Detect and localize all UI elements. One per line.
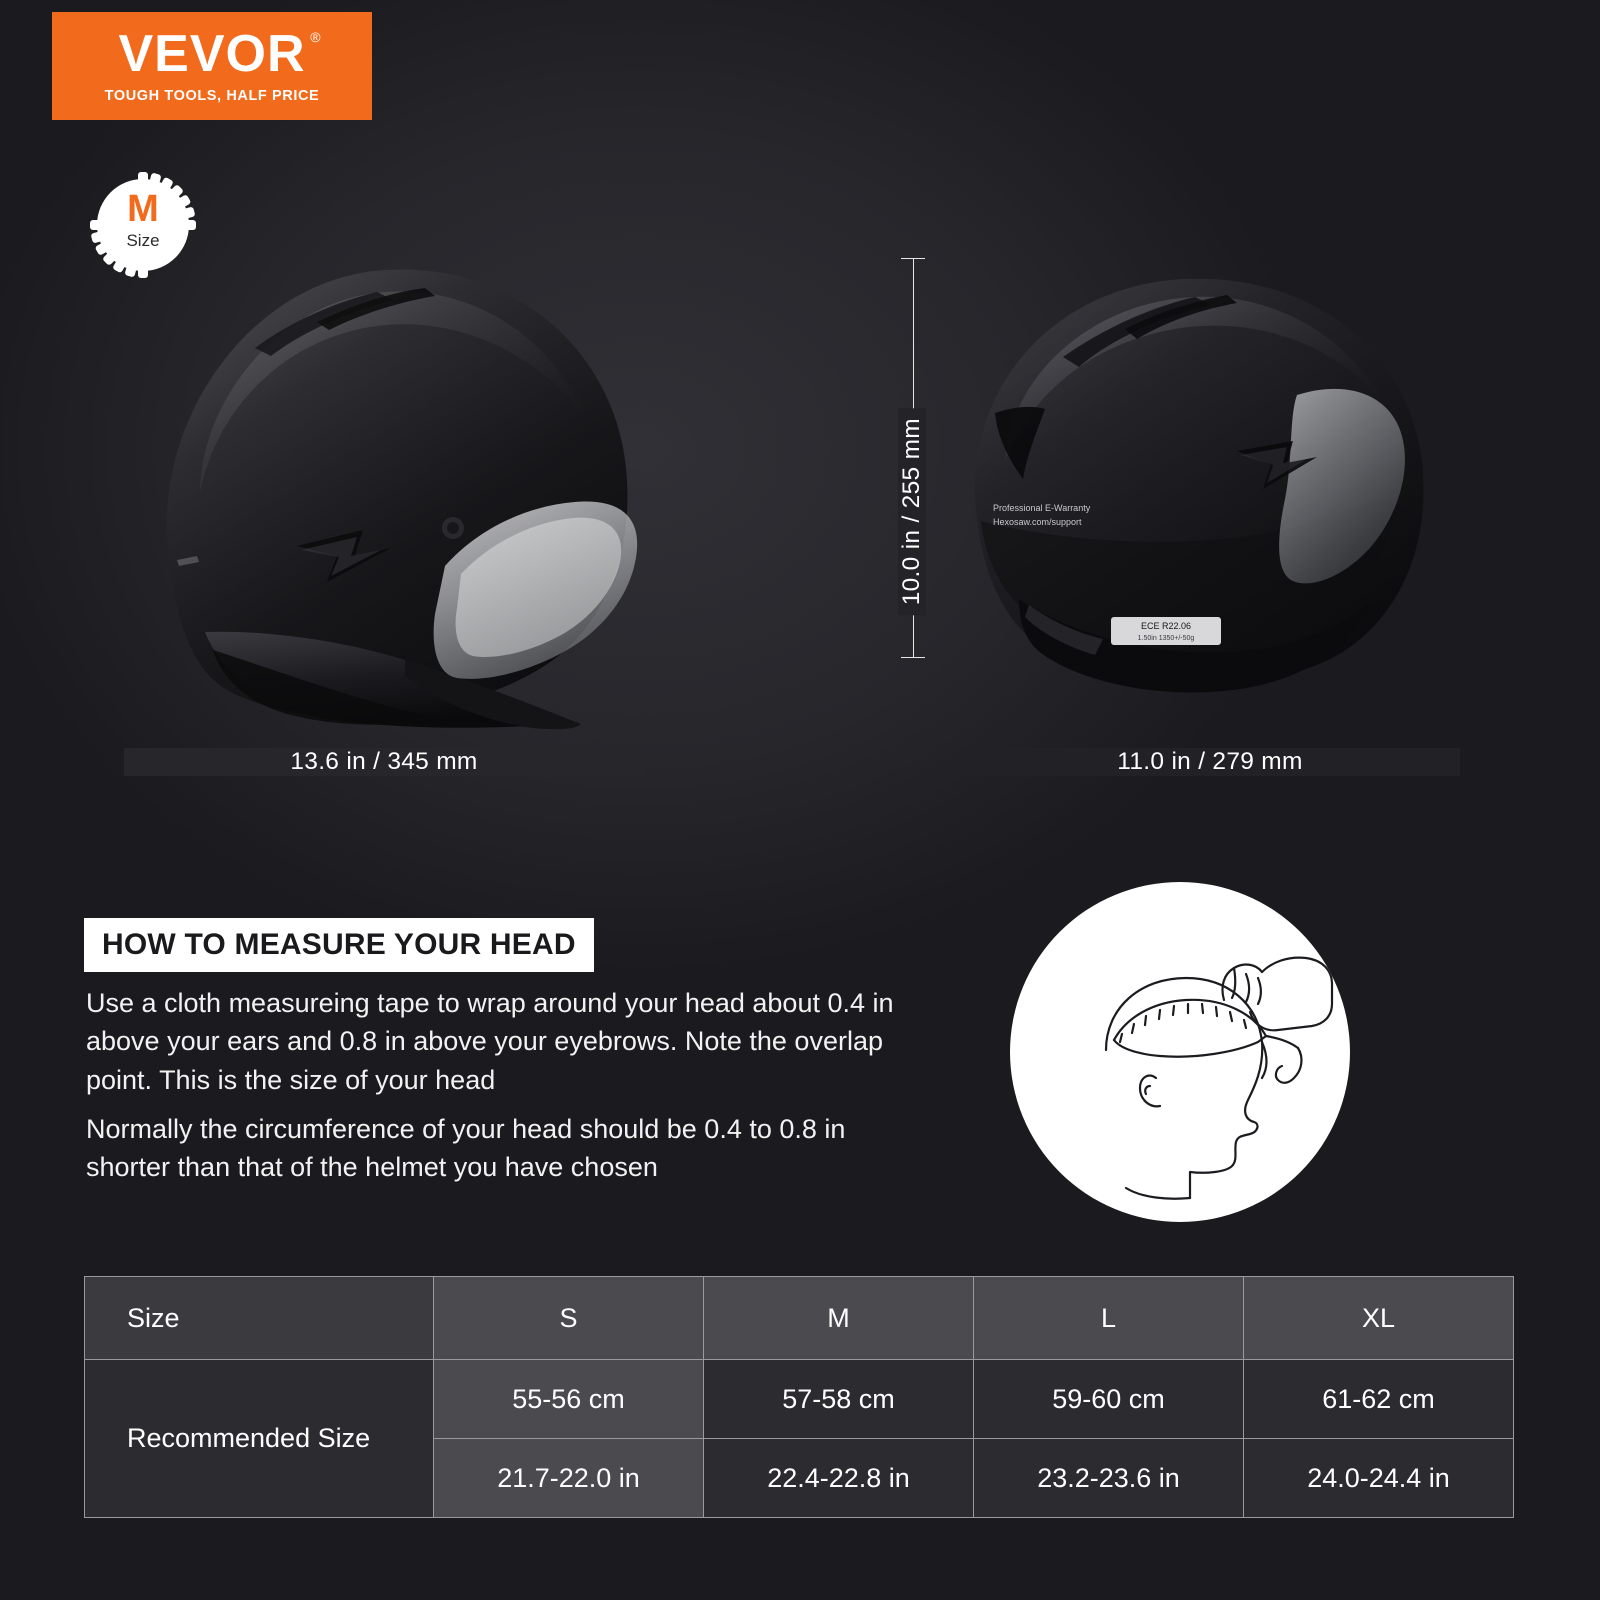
registered-mark: ® — [310, 29, 322, 45]
badge-size-word: Size — [126, 231, 160, 250]
table-row-cm — [85, 1360, 1514, 1439]
table-header-size: Size — [85, 1277, 434, 1360]
dimension-side-width-label: 13.6 in / 345 mm — [124, 748, 644, 776]
table-cell-s-cm: 55-56 cm — [434, 1360, 704, 1439]
svg-text:Hexosaw.com/support: Hexosaw.com/support — [993, 517, 1082, 527]
svg-text:1.50in 1350+/-50g: 1.50in 1350+/-50g — [1137, 635, 1195, 642]
table-cell-xl-in: 24.0-24.4 in — [1244, 1439, 1514, 1518]
cert-label — [1111, 617, 1221, 645]
table-header-l: L — [974, 1277, 1244, 1360]
svg-text:Professional E-Warranty: Professional E-Warranty — [993, 503, 1091, 513]
helmet-side-view — [105, 230, 685, 730]
brand-name — [118, 25, 322, 83]
howto-title: HOW TO MEASURE YOUR HEAD — [84, 918, 594, 972]
size-table — [84, 1276, 1514, 1518]
measure-illustration — [1010, 882, 1350, 1222]
dimension-height-label: 10.0 in / 255 mm — [898, 408, 926, 615]
helmet-rear-illustration — [945, 245, 1455, 715]
brand-name-text: VEVOR — [118, 25, 306, 83]
table-row-label: Recommended Size — [85, 1360, 434, 1518]
table-cell-l-in: 23.2-23.6 in — [974, 1439, 1244, 1518]
table-cell-m-in: 22.4-22.8 in — [704, 1439, 974, 1518]
helmet-rear-view — [945, 245, 1455, 715]
table-header-xl: XL — [1244, 1277, 1514, 1360]
table-header-s: S — [434, 1277, 704, 1360]
table-cell-l-cm: 59-60 cm — [974, 1360, 1244, 1439]
head-measure-icon — [1010, 882, 1350, 1222]
badge-size-letter: M — [127, 188, 159, 230]
dimension-rear-width-label: 11.0 in / 279 mm — [960, 748, 1460, 776]
table-header-m: M — [704, 1277, 974, 1360]
table-cell-s-in: 21.7-22.0 in — [434, 1439, 704, 1518]
helmet-side-illustration — [105, 230, 685, 730]
table-cell-xl-cm: 61-62 cm — [1244, 1360, 1514, 1439]
brand-tagline: TOUGH TOOLS, HALF PRICE — [104, 88, 320, 104]
howto-paragraph-1: Use a cloth measureing tape to wrap around your head about 0.4 in above your ears and 0.8 in above your eyebrows. Note the overlap point. This is the size of your head — [86, 988, 894, 1095]
vevor-logo — [52, 12, 372, 120]
table-header-row — [85, 1277, 1514, 1360]
table-cell-m-cm: 57-58 cm — [704, 1360, 974, 1439]
svg-text:ECE R22.06: ECE R22.06 — [1140, 621, 1192, 631]
howto-paragraph-2: Normally the circumference of your head should be 0.4 to 0.8 in shorter than that of the helmet you have chosen — [86, 1114, 846, 1183]
